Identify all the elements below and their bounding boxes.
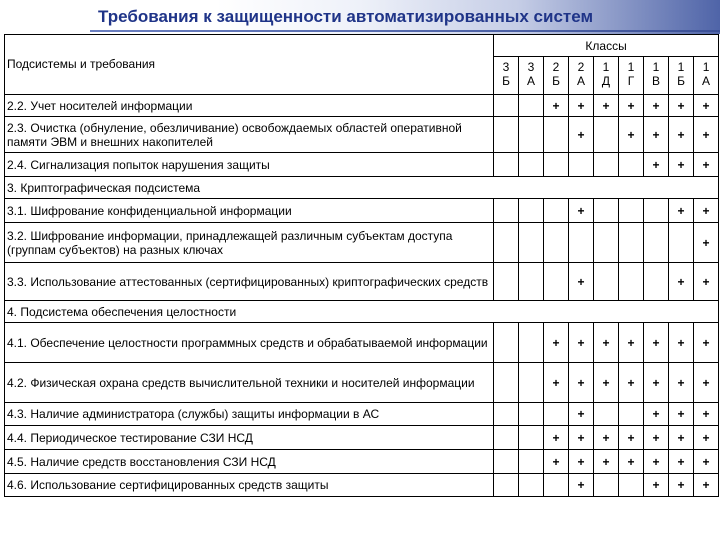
requirement-mark (494, 199, 519, 223)
requirement-mark: + (694, 450, 719, 474)
requirement-mark (519, 450, 544, 474)
requirement-mark (494, 474, 519, 497)
class-letter: Г (627, 74, 635, 88)
class-header-1Г (619, 57, 644, 95)
requirement-mark: + (619, 117, 644, 153)
requirement-mark (519, 363, 544, 403)
requirement-label: 2.4. Сигнализация попыток нарушения защиты (5, 153, 494, 177)
section-row (5, 177, 719, 199)
requirement-label: 2.2. Учет носителей информации (5, 95, 494, 117)
requirement-mark (594, 263, 619, 301)
requirement-mark: + (644, 450, 669, 474)
requirement-label: 4.5. Наличие средств восстановления СЗИ НСД (5, 450, 494, 474)
class-number: 3 (502, 60, 510, 74)
requirement-mark (619, 263, 644, 301)
class-letter: Б (677, 74, 685, 88)
requirement-mark (494, 263, 519, 301)
requirement-mark (519, 403, 544, 426)
classes-header: Классы (494, 35, 719, 57)
class-letter: А (526, 74, 535, 88)
class-number: 1 (677, 60, 685, 74)
requirement-mark (544, 117, 569, 153)
requirement-mark (494, 323, 519, 363)
requirement-mark (644, 199, 669, 223)
requirement-mark (644, 263, 669, 301)
requirement-mark: + (694, 199, 719, 223)
table-row (5, 199, 719, 223)
requirement-label: 4.3. Наличие администратора (службы) защиты информации в АС (5, 403, 494, 426)
requirements-table (4, 34, 719, 497)
class-header-2А (569, 57, 594, 95)
requirement-mark: + (669, 323, 694, 363)
requirement-mark: + (694, 263, 719, 301)
class-number: 2 (577, 60, 585, 74)
requirement-mark: + (694, 323, 719, 363)
requirement-mark: + (644, 403, 669, 426)
requirement-mark (544, 263, 569, 301)
requirement-mark: + (569, 474, 594, 497)
requirement-mark: + (669, 474, 694, 497)
requirement-mark (619, 474, 644, 497)
requirement-mark (519, 474, 544, 497)
table-row (5, 263, 719, 301)
requirement-mark: + (694, 426, 719, 450)
requirement-mark: + (569, 403, 594, 426)
requirement-mark (594, 153, 619, 177)
requirement-mark (544, 199, 569, 223)
requirement-mark: + (569, 117, 594, 153)
requirement-mark (569, 153, 594, 177)
requirement-mark: + (644, 95, 669, 117)
table-row (5, 363, 719, 403)
requirement-mark (569, 223, 594, 263)
requirement-mark: + (669, 263, 694, 301)
requirement-mark: + (669, 117, 694, 153)
requirement-mark: + (544, 95, 569, 117)
class-header-1Б (669, 57, 694, 95)
section-label: 4. Подсистема обеспечения целостности (5, 301, 719, 323)
requirement-mark (544, 474, 569, 497)
subsystems-header: Подсистемы и требования (5, 35, 494, 95)
title-underline (90, 30, 720, 32)
requirement-mark: + (694, 363, 719, 403)
requirement-mark: + (644, 117, 669, 153)
page-title: Требования к защищенности автоматизированных систем (98, 7, 594, 26)
table-row (5, 117, 719, 153)
class-number: 1 (602, 60, 610, 74)
requirement-label: 3.3. Использование аттестованных (сертифицированных) криптографических средств (5, 263, 494, 301)
requirement-mark (494, 363, 519, 403)
requirement-mark: + (644, 323, 669, 363)
requirement-label: 4.2. Физическая охрана средств вычислительной техники и носителей информации (5, 363, 494, 403)
requirement-mark: + (544, 426, 569, 450)
requirement-mark: + (644, 153, 669, 177)
requirement-mark (544, 153, 569, 177)
requirement-mark (594, 223, 619, 263)
class-letter: А (702, 74, 711, 88)
class-letter: В (651, 74, 660, 88)
requirement-mark (519, 199, 544, 223)
requirement-mark: + (644, 363, 669, 403)
class-header-1Д (594, 57, 619, 95)
requirement-mark (519, 223, 544, 263)
requirement-mark (494, 223, 519, 263)
class-header-1А (694, 57, 719, 95)
requirement-mark: + (594, 95, 619, 117)
requirement-mark: + (694, 153, 719, 177)
requirement-mark (594, 474, 619, 497)
class-number: 3 (527, 60, 535, 74)
requirement-label: 3.2. Шифрование информации, принадлежащей различным субъектам доступа (группам субъектов) на разных ключах (5, 223, 494, 263)
requirement-mark: + (569, 426, 594, 450)
requirement-mark (494, 117, 519, 153)
requirement-mark: + (619, 95, 644, 117)
requirement-mark (519, 117, 544, 153)
requirement-mark (494, 153, 519, 177)
requirement-mark: + (669, 153, 694, 177)
class-number: 1 (652, 60, 660, 74)
requirement-mark (619, 223, 644, 263)
class-header-1В (644, 57, 669, 95)
requirement-mark: + (569, 199, 594, 223)
requirement-mark: + (694, 223, 719, 263)
table-row (5, 450, 719, 474)
requirement-mark: + (569, 323, 594, 363)
requirement-mark: + (619, 363, 644, 403)
class-number: 2 (552, 60, 560, 74)
requirement-mark: + (594, 450, 619, 474)
table-row (5, 95, 719, 117)
requirement-mark (619, 403, 644, 426)
class-letter: Д (601, 74, 611, 88)
requirement-mark: + (619, 323, 644, 363)
requirement-mark (594, 199, 619, 223)
requirement-mark (494, 450, 519, 474)
requirement-label: 4.1. Обеспечение целостности программных средств и обрабатываемой информации (5, 323, 494, 363)
requirement-label: 2.3. Очистка (обнуление, обезличивание) освобождаемых областей оперативной памяти ЭВМ и внешних накопителей (5, 117, 494, 153)
class-header-3А (519, 57, 544, 95)
section-row (5, 301, 719, 323)
table-row (5, 223, 719, 263)
requirement-mark (494, 95, 519, 117)
class-number: 1 (627, 60, 635, 74)
requirement-mark: + (669, 199, 694, 223)
requirement-mark (594, 117, 619, 153)
requirement-mark: + (694, 117, 719, 153)
requirement-mark (594, 403, 619, 426)
requirement-mark: + (619, 450, 644, 474)
requirement-mark: + (669, 426, 694, 450)
requirement-mark: + (544, 323, 569, 363)
requirement-mark: + (669, 363, 694, 403)
class-letter: Б (502, 74, 510, 88)
requirement-mark: + (569, 263, 594, 301)
table-row (5, 403, 719, 426)
class-header-2Б (544, 57, 569, 95)
requirement-mark (669, 223, 694, 263)
requirement-mark: + (544, 363, 569, 403)
requirement-mark: + (694, 403, 719, 426)
requirement-mark (619, 199, 644, 223)
class-number: 1 (702, 60, 710, 74)
requirement-mark (494, 426, 519, 450)
requirement-mark (619, 153, 644, 177)
requirement-mark: + (644, 426, 669, 450)
table-row (5, 426, 719, 450)
requirement-mark (519, 153, 544, 177)
requirement-mark: + (544, 450, 569, 474)
requirement-mark (519, 263, 544, 301)
requirement-mark (519, 95, 544, 117)
requirement-label: 4.6. Использование сертифицированных средств защиты (5, 474, 494, 497)
requirement-mark (544, 223, 569, 263)
requirement-mark (494, 403, 519, 426)
table-row (5, 323, 719, 363)
requirement-mark: + (569, 363, 594, 403)
requirement-mark: + (669, 95, 694, 117)
requirement-mark: + (569, 95, 594, 117)
class-header-3Б (494, 57, 519, 95)
requirement-mark (544, 403, 569, 426)
requirement-mark: + (594, 323, 619, 363)
requirement-mark: + (694, 95, 719, 117)
requirement-mark (644, 223, 669, 263)
requirement-mark: + (594, 363, 619, 403)
requirement-mark (519, 323, 544, 363)
requirement-mark: + (694, 474, 719, 497)
requirement-mark: + (594, 426, 619, 450)
requirement-label: 3.1. Шифрование конфиденциальной информации (5, 199, 494, 223)
class-letter: А (576, 74, 585, 88)
section-label: 3. Криптографическая подсистема (5, 177, 719, 199)
requirement-mark: + (644, 474, 669, 497)
table-row (5, 153, 719, 177)
requirement-mark (519, 426, 544, 450)
class-letter: Б (552, 74, 560, 88)
requirement-mark: + (569, 450, 594, 474)
requirement-mark: + (669, 403, 694, 426)
requirement-mark: + (669, 450, 694, 474)
requirement-mark: + (619, 426, 644, 450)
table-row (5, 474, 719, 497)
requirement-label: 4.4. Периодическое тестирование СЗИ НСД (5, 426, 494, 450)
